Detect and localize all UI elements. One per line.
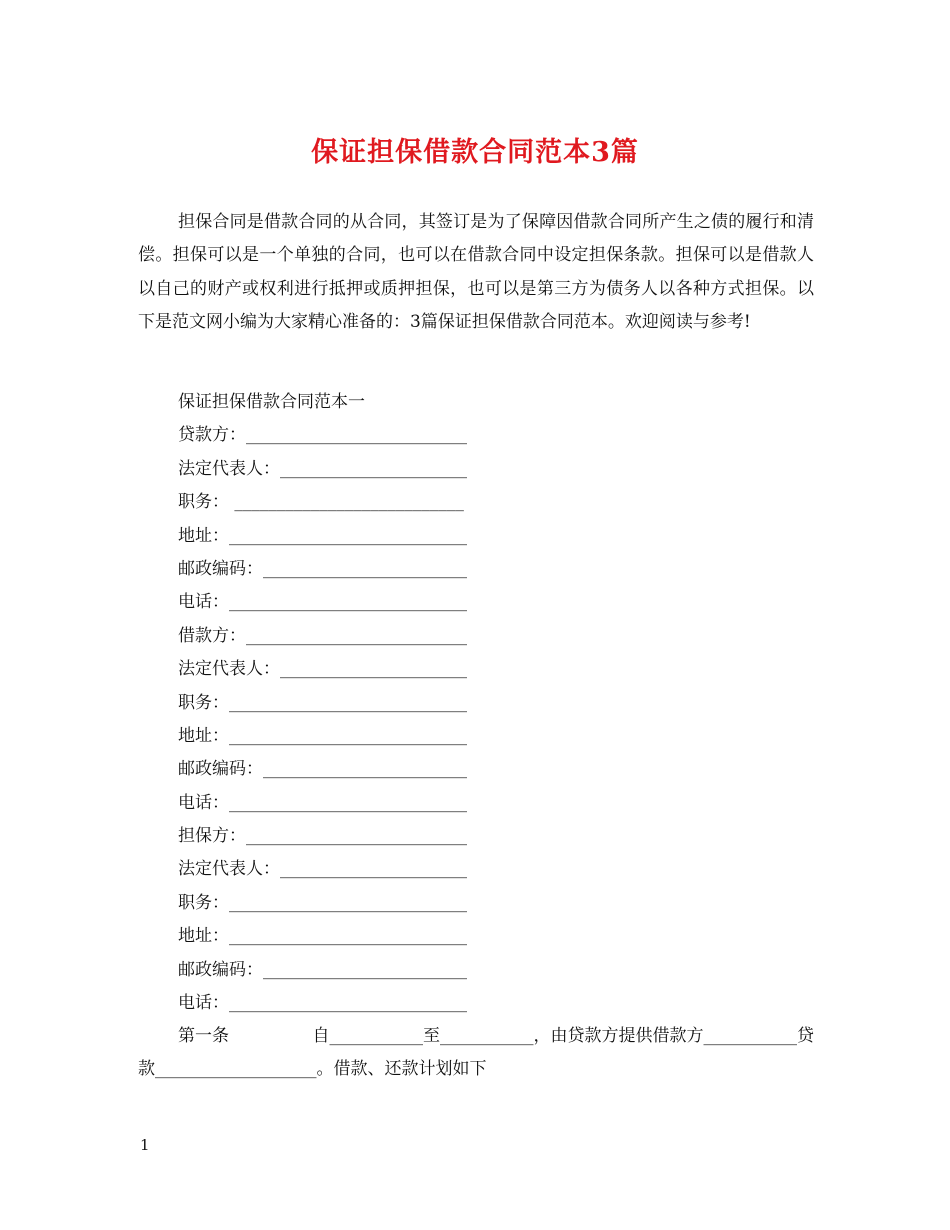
field-guarantor-position: 职务：____________________________: [178, 892, 467, 913]
field-guarantor-legal-rep: 法定代表人：______________________: [178, 859, 467, 880]
field-lender-phone: 电话：____________________________: [178, 592, 467, 613]
party-fields: [178, 386, 818, 1020]
article-one-line-1: [138, 1020, 814, 1053]
page-number: 1: [140, 1136, 150, 1154]
article-one: [138, 1020, 814, 1087]
field-borrower-address: 地址：____________________________: [178, 725, 467, 746]
field-guarantor-phone: 电话：____________________________: [178, 993, 467, 1014]
field-lender-postcode: 邮政编码：________________________: [178, 558, 467, 579]
field-guarantor-postcode: 邮政编码：________________________: [178, 959, 467, 980]
field-lender-position: 职务： ___________________________: [178, 492, 464, 513]
article-one-text: 自___________至___________，由贷款方提供借款方___________贷: [312, 1026, 814, 1046]
article-one-line-2: 款___________________。借款、还款计划如下: [138, 1059, 487, 1080]
field-guarantor-address: 地址：____________________________: [178, 926, 467, 947]
field-borrower-phone: 电话：____________________________: [178, 792, 467, 813]
section-heading: 保证担保借款合同范本一: [178, 392, 365, 412]
field-borrower-legal-rep: 法定代表人：______________________: [178, 659, 467, 680]
document-title: 保证担保借款合同范本3篇: [311, 137, 639, 168]
field-lender: 贷款方：__________________________: [178, 425, 467, 446]
field-lender-address: 地址：____________________________: [178, 525, 467, 546]
field-guarantor: 担保方：__________________________: [178, 826, 467, 847]
intro-paragraph: 担保合同是借款合同的从合同，其签订是为了保障因借款合同所产生之债的履行和清偿。担保可以是一个单独的合同，也可以在借款合同中设定担保条款。担保可以是借款人以自己的财产或权利进行抵押或质押担保，也可以是第三方为债务人以各种方式担保。以下是范文网小编为大家精心准备的：3篇保证担保借款合同范本。欢迎阅读与参考!: [138, 212, 814, 333]
field-borrower-position: 职务：____________________________: [178, 692, 467, 713]
field-borrower-postcode: 邮政编码：________________________: [178, 759, 467, 780]
field-borrower: 借款方：__________________________: [178, 625, 467, 646]
article-one-label: 第一条: [178, 1026, 229, 1046]
field-lender-legal-rep: 法定代表人：______________________: [178, 458, 467, 479]
